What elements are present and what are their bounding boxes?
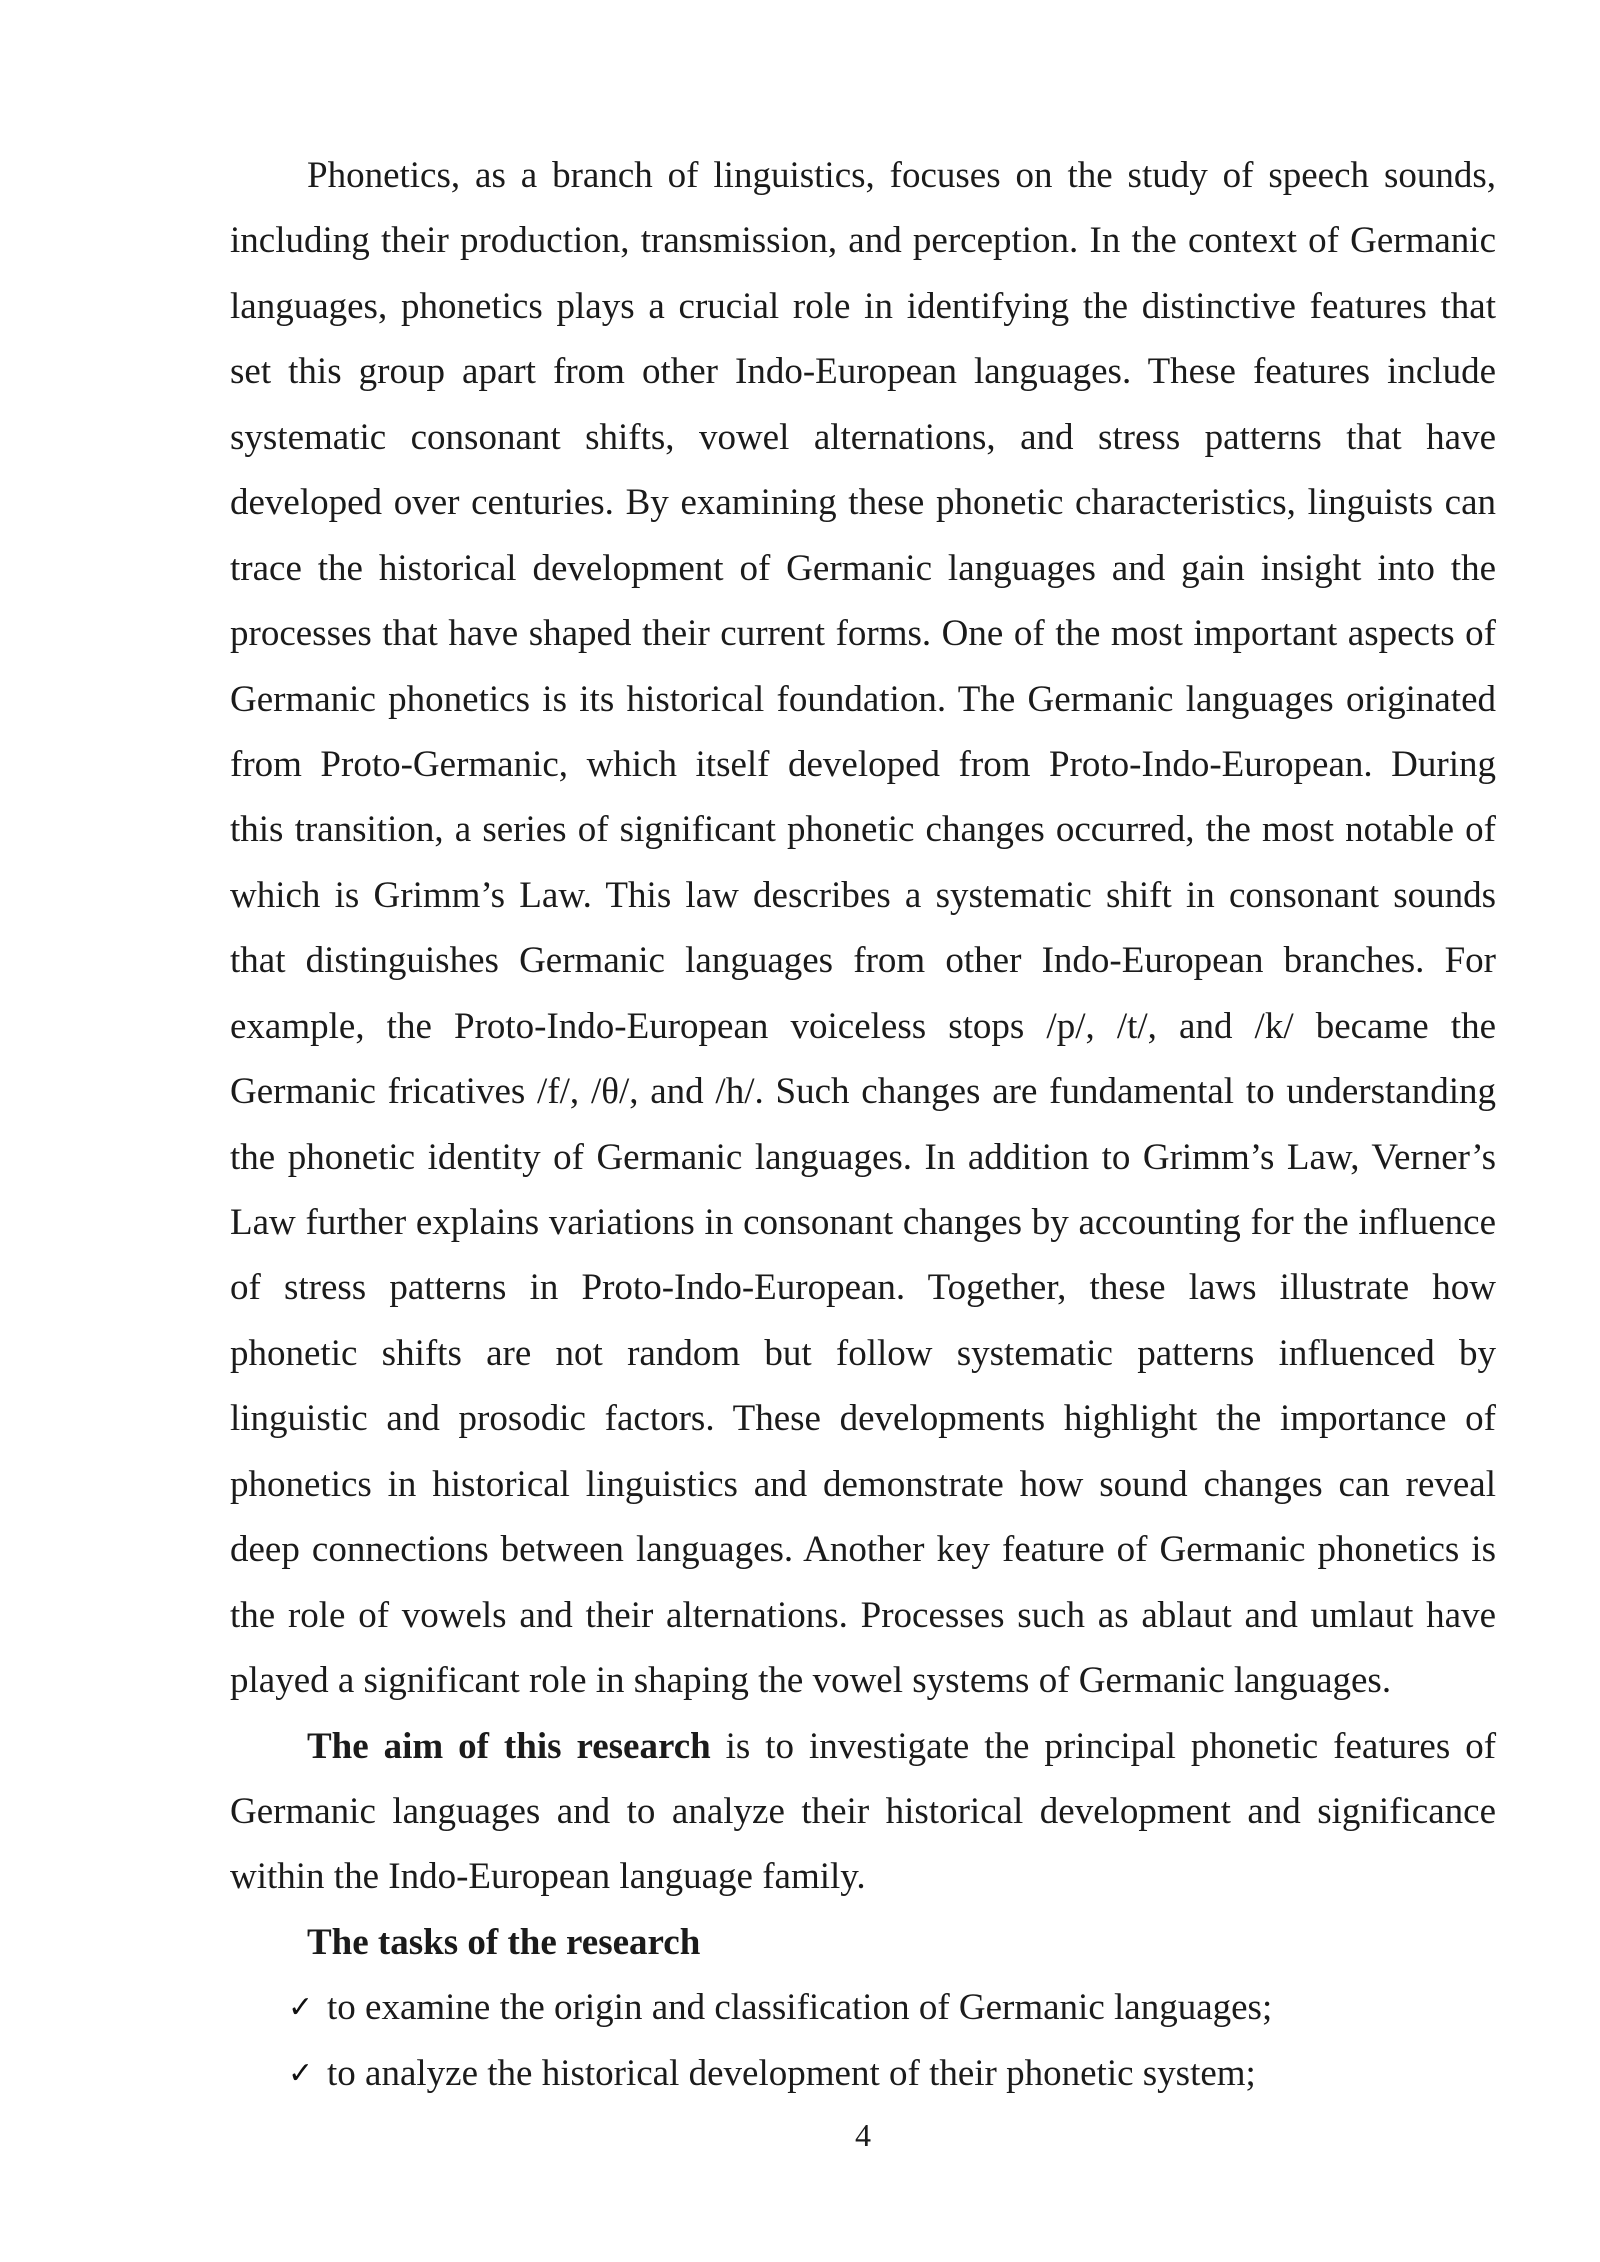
- task-item: [230, 2041, 1496, 2106]
- tasks-section: [230, 1910, 1496, 2106]
- text-line: linguistic and prosodic factors. These developments highlight the importance of: [230, 1398, 1496, 1440]
- page-body: [230, 143, 1496, 2106]
- text-line: trace the historical development of Germanic languages and gain insight into the: [230, 547, 1496, 589]
- text-line: example, the Proto-Indo-European voiceless stops /p/, /t/, and /k/ became the: [230, 1005, 1496, 1047]
- text-line: Germanic fricatives /f/, /θ/, and /h/. Such changes are fundamental to understanding: [230, 1071, 1496, 1113]
- page-number: 4: [855, 2117, 871, 2153]
- text-line: including their production, transmission, and perception. In the context of Germanic: [230, 220, 1496, 262]
- text-line: this transition, a series of significant phonetic changes occurred, the most notable of: [230, 809, 1496, 851]
- text-line: developed over centuries. By examining these phonetic characteristics, linguists can: [230, 482, 1496, 524]
- aim-lead-in: The aim of this research: [307, 1725, 711, 1767]
- text-line: that distinguishes Germanic languages from other Indo-European branches. For: [230, 940, 1496, 982]
- text-line: played a significant role in shaping the vowel systems of Germanic languages.: [230, 1660, 1392, 1702]
- text-line: of stress patterns in Proto-Indo-European. Together, these laws illustrate how: [230, 1267, 1496, 1309]
- text-line: from Proto-Germanic, which itself developed from Proto-Indo-European. During: [230, 743, 1496, 785]
- task-item-text: to analyze the historical development of their phonetic system;: [327, 2052, 1256, 2094]
- text-line: the role of vowels and their alternations. Processes such as ablaut and umlaut have: [230, 1594, 1496, 1636]
- text-line: Germanic languages and to analyze their historical development and significance: [230, 1790, 1496, 1832]
- text-line: Germanic phonetics is its historical foundation. The Germanic languages originated: [230, 678, 1496, 720]
- task-item-text: to examine the origin and classification of Germanic languages;: [327, 1987, 1273, 2029]
- tasks-heading: The tasks of the research: [307, 1921, 701, 1963]
- text-line: languages, phonetics plays a crucial role in identifying the distinctive features that: [230, 285, 1496, 327]
- text-line: phonetic shifts are not random but follow systematic patterns influenced by: [230, 1332, 1496, 1374]
- checkmark-icon: ✓: [288, 2055, 314, 2091]
- text-line: processes that have shaped their current forms. One of the most important aspects of: [230, 613, 1496, 655]
- text-line: deep connections between languages. Another key feature of Germanic phonetics is: [230, 1529, 1496, 1571]
- text-line: phonetics in historical linguistics and demonstrate how sound changes can reveal: [230, 1463, 1496, 1505]
- text-line: which is Grimm’s Law. This law describes a systematic shift in consonant sounds: [230, 874, 1496, 916]
- text-line: Phonetics, as a branch of linguistics, focuses on the study of speech sounds,: [307, 155, 1496, 196]
- text-line: within the Indo-European language family.: [230, 1856, 866, 1898]
- text-line: systematic consonant shifts, vowel alternations, and stress patterns that have: [230, 416, 1496, 458]
- checkmark-icon: ✓: [288, 1990, 314, 2026]
- text-line: [230, 1714, 1496, 1779]
- text-line: Law further explains variations in consonant changes by accounting for the influence: [230, 1202, 1496, 1243]
- paragraph-intro: [230, 143, 1496, 1714]
- paragraph-aim: [230, 1714, 1496, 1910]
- aim-text: is to investigate the principal phonetic features of: [725, 1725, 1497, 1767]
- text-line: the phonetic identity of Germanic languages. In addition to Grimm’s Law, Verner’s: [230, 1136, 1496, 1178]
- task-item: [230, 1975, 1496, 2040]
- text-line: set this group apart from other Indo-European languages. These features include: [230, 351, 1496, 393]
